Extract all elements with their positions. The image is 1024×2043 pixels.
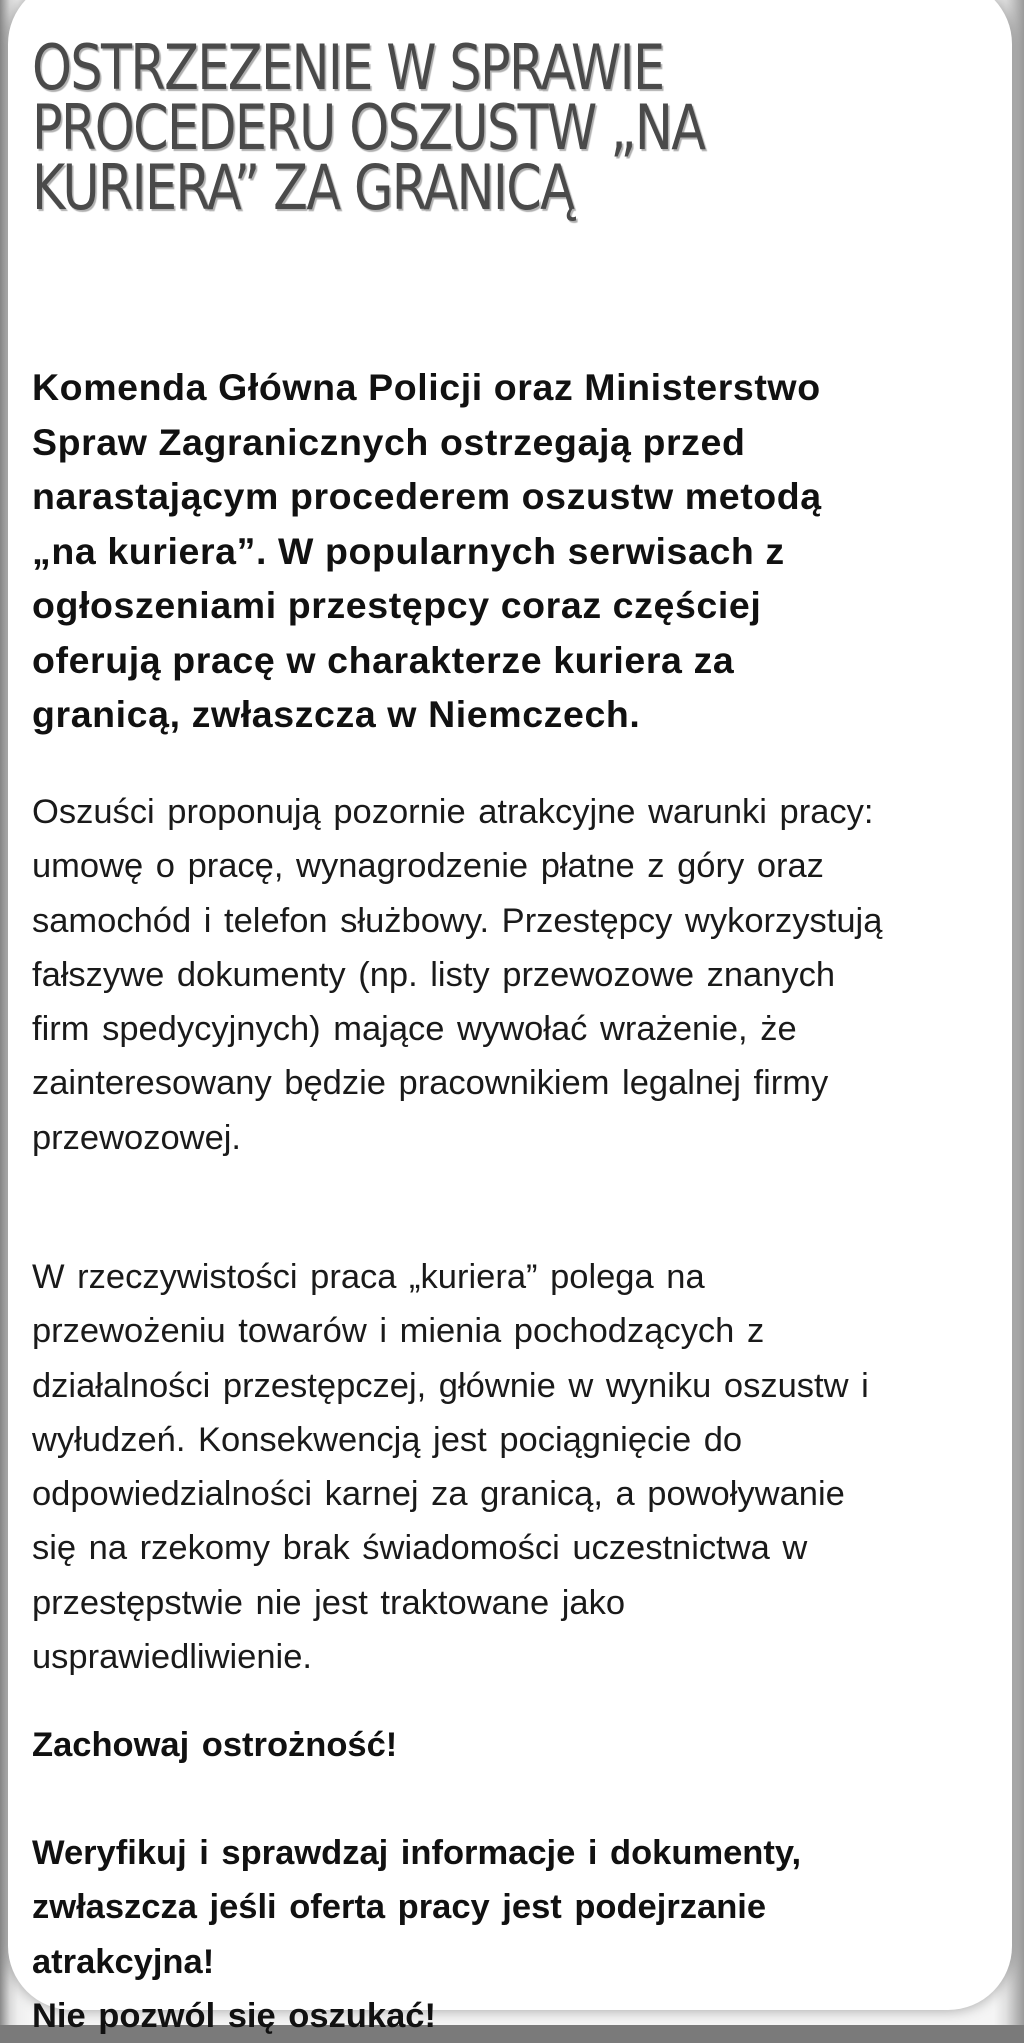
lead-paragraph <box>32 360 982 742</box>
paragraph-line: przewozowej. <box>32 1118 242 1157</box>
verify-line: Nie pozwól się oszukać! <box>32 1996 436 2035</box>
verify-line: Weryfikuj i sprawdzaj informacje i dokumenty, <box>32 1834 802 1872</box>
paragraph-line: zainteresowany będzie pracownikiem legalnej firmy <box>32 1064 829 1103</box>
lead-line: ogłoszeniami przestępcy coraz częściej <box>32 584 762 626</box>
paragraph-line: W rzeczywistości praca „kuriera” polega na <box>32 1258 705 1296</box>
paragraph-line: usprawiedliwienie. <box>32 1638 312 1677</box>
paragraph-line: przestępstwie nie jest traktowane jako <box>32 1583 626 1622</box>
caution-line: Zachowaj ostrożność! <box>32 1726 398 1764</box>
caution-note <box>32 1718 992 1772</box>
lead-line: Spraw Zagranicznych ostrzegają przed <box>32 420 746 463</box>
lead-line: „na kuriera”. W popularnych serwisach z <box>32 529 785 572</box>
lead-line: Komenda Główna Policji oraz Ministerstwo <box>32 366 821 408</box>
verify-line: atrakcyjna! <box>32 1942 215 1981</box>
paragraph-line: samochód i telefon służbowy. Przestępcy wykorzystują <box>32 901 883 940</box>
lead-line: narastającym procederem oszustw metodą <box>32 475 822 517</box>
paragraph-line: firm spedycyjnych) mające wywołać wrażenie, że <box>32 1010 797 1049</box>
title-line: PROCEDERU OSZUSTW „NA <box>32 91 705 164</box>
paragraph-line: działalności przestępczej, głównie w wyniku oszustw i <box>32 1366 869 1405</box>
paragraph-reality <box>32 1250 992 1684</box>
paragraph-line: Oszuści proponują pozornie atrakcyjne warunki pracy: <box>32 793 874 831</box>
paragraph-line: się na rzekomy brak świadomości uczestnictwa w <box>32 1529 808 1568</box>
verify-note <box>32 1826 992 2043</box>
paragraph-line: fałszywe dokumenty (np. listy przewozowe znanych <box>32 955 836 994</box>
lead-line: granicą, zwłaszcza w Niemczech. <box>32 693 641 735</box>
paragraph-line: odpowiedzialności karnej za granicą, a powoływanie <box>32 1475 845 1514</box>
paragraph-line: przewożeniu towarów i mienia pochodzących z <box>32 1312 765 1351</box>
verify-line: zwłaszcza jeśli oferta pracy jest podejrzanie <box>32 1888 767 1927</box>
notice-content <box>32 31 992 2035</box>
lead-line: oferują pracę w charakterze kuriera za <box>32 638 735 681</box>
notice-title <box>32 31 819 224</box>
paragraph-conditions <box>32 785 992 1165</box>
paragraph-line: wyłudzeń. Konsekwencją jest pociągnięcie do <box>32 1420 743 1459</box>
title-line: OSTRZEZENIE W SPRAWIE <box>32 31 664 104</box>
notice-card <box>8 0 1012 2035</box>
title-line: KURIERA” ZA GRANICĄ <box>32 151 574 224</box>
paragraph-line: umowę o pracę, wynagrodzenie płatne z góry oraz <box>32 847 824 886</box>
